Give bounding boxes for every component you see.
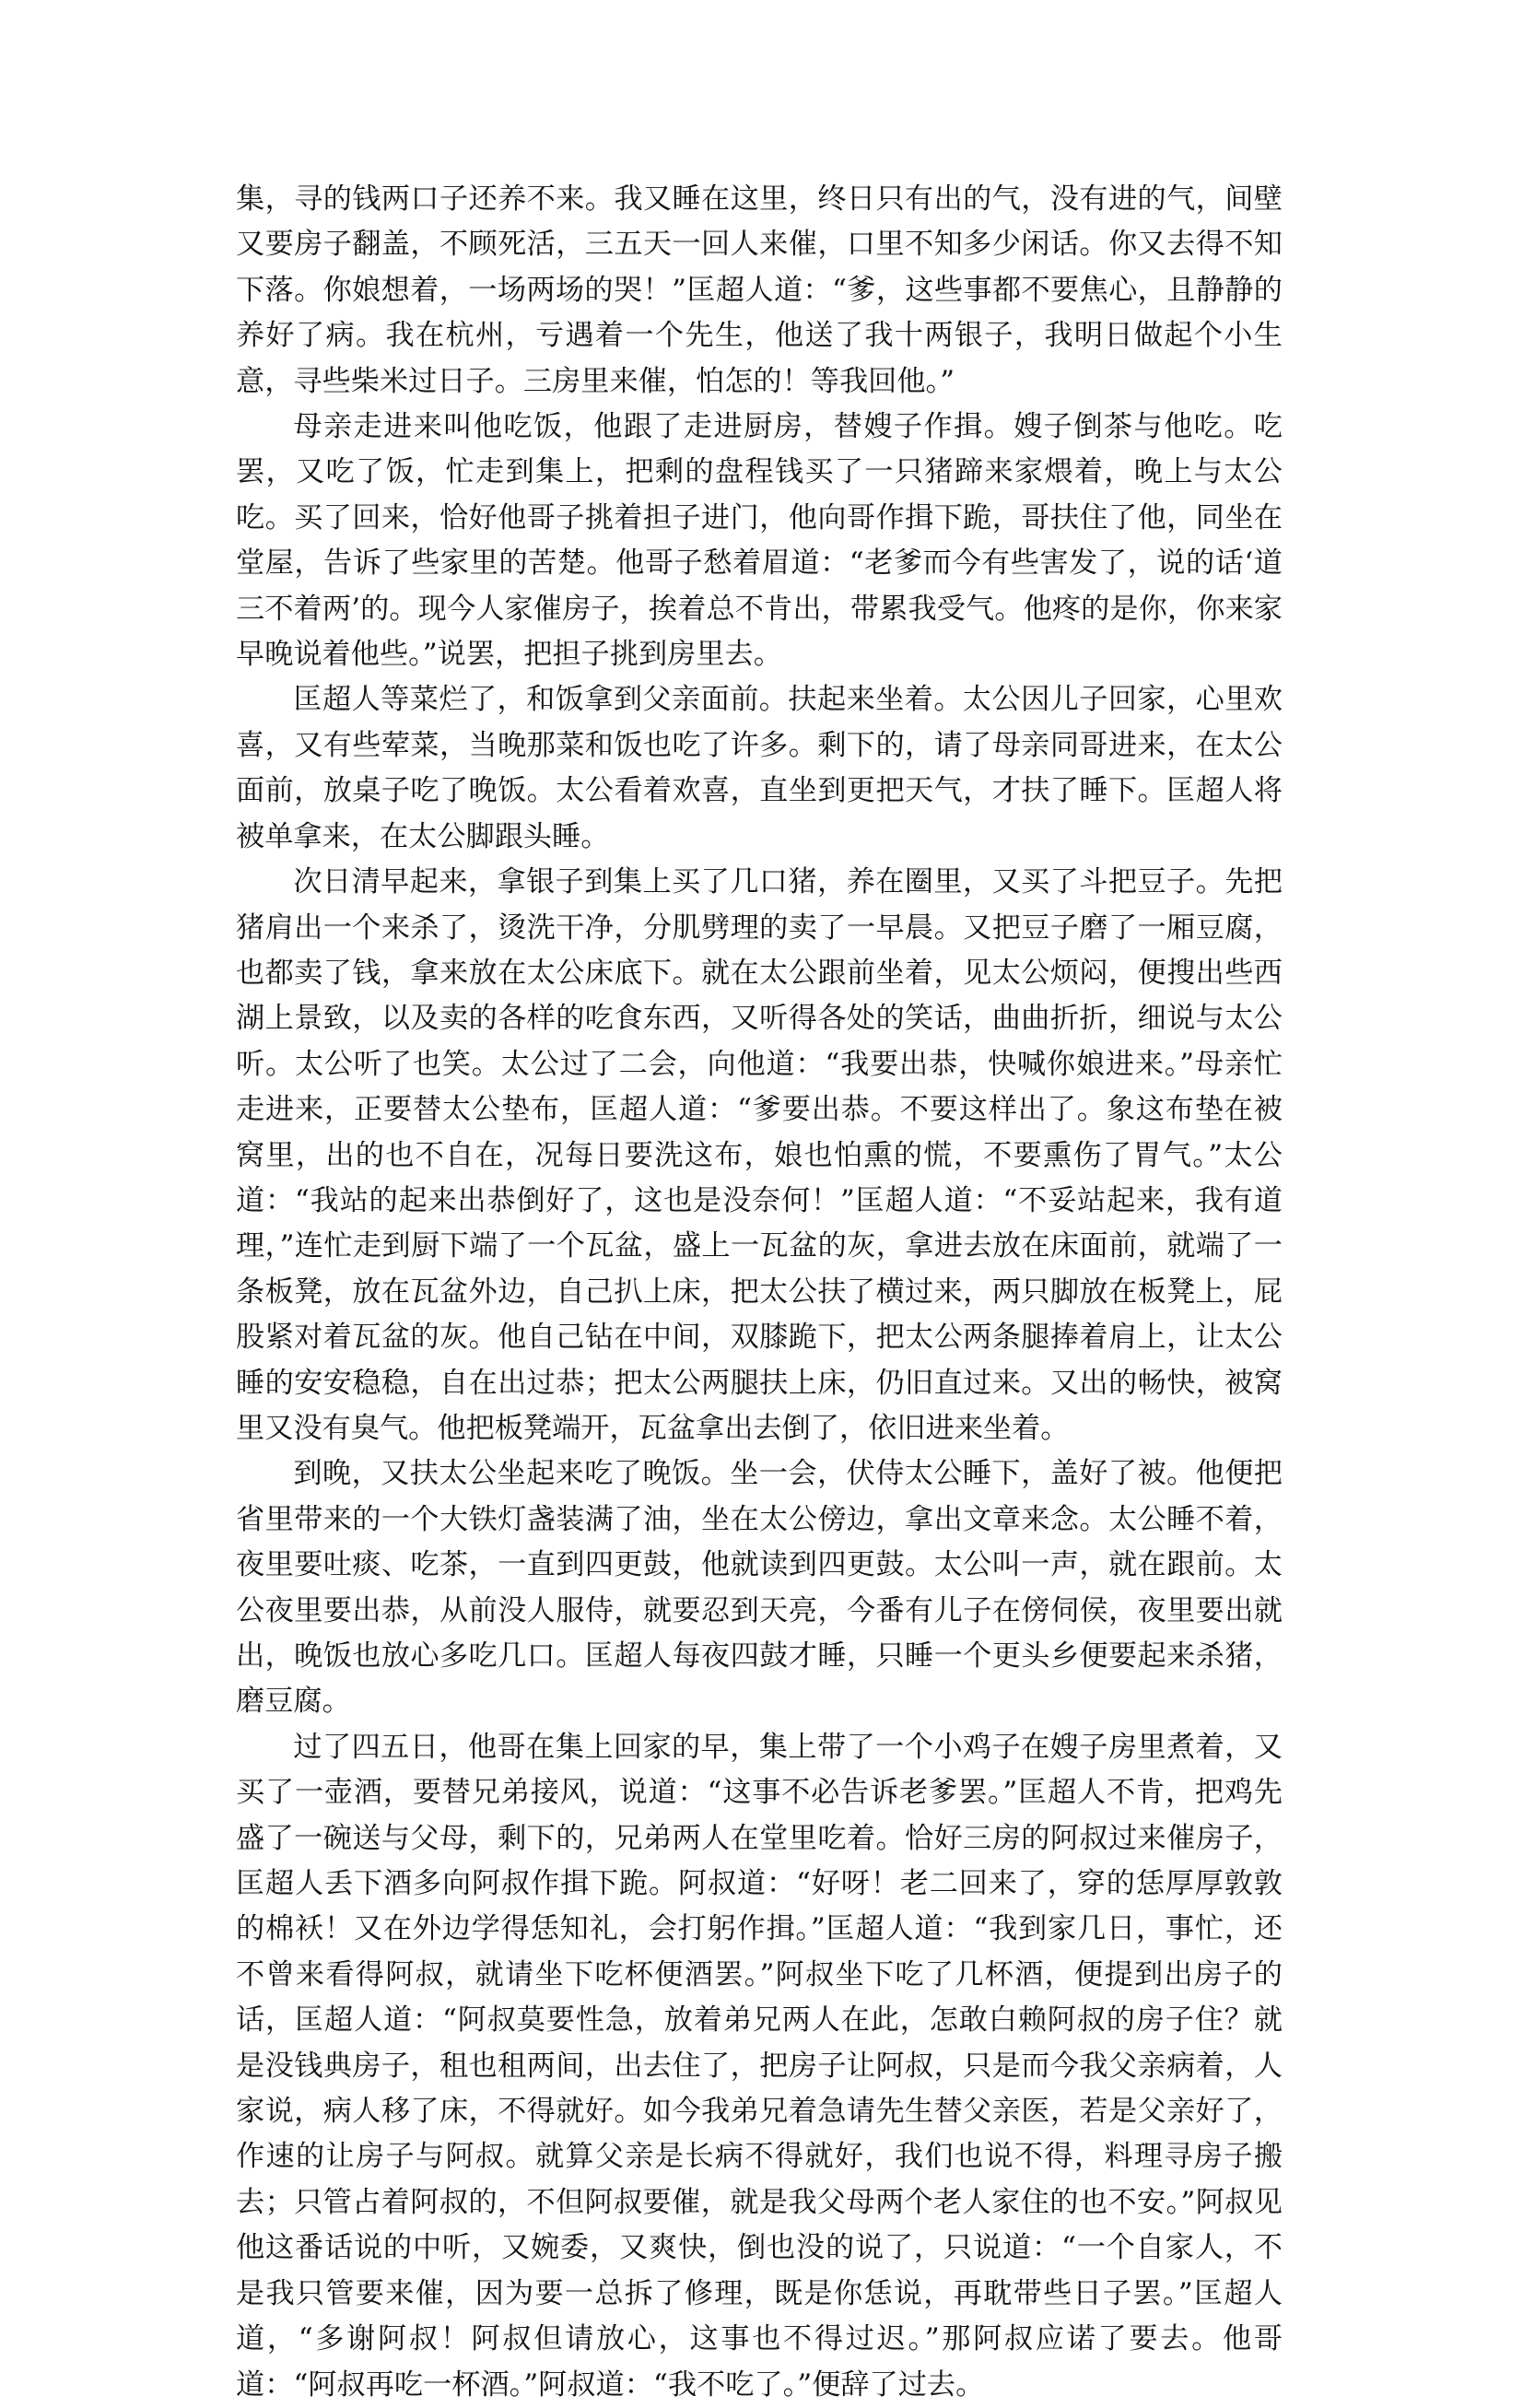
paragraph: 次日清早起来，拿银子到集上买了几口猪，养在圈里，又买了斗把豆子。先把猪肩出一个来杀了，烫洗干净，分肌劈理的卖了一早晨。又把豆子磨了一厢豆腐，也都卖了钱，拿来放在太公床底下。就在太公跟前坐着，见太公烦闷，便搜出些西湖上景致，以及卖的各样的吃食东西，又听得各处的笑话，曲曲折折，细说与太公听。太公听了也笑。太公过了二会，向他道：“我要出恭，快喊你娘进来。”母亲忙走进来，正要替太公垫布，匡超人道：“爹要出恭。不要这样出了。象这布垫在被窝里，出的也不自在，况每日要洗这布，娘也怕熏的慌，不要熏伤了胃气。”太公道：“我站的起来出恭倒好了，这也是没奈何！”匡超人道：“不妥站起来，我有道理，”连忙走到厨下端了一个瓦盆，盛上一瓦盆的灰，拿进去放在床面前，就端了一条板凳，放在瓦盆外边，自己扒上床，把太公扶了横过来，两只脚放在板凳上，屁股紧对着瓦盆的灰。他自己钻在中间，双膝跪下，把太公两条腿捧着肩上，让太公睡的安安稳稳，自在出过恭；把太公两腿扶上床，仍旧直过来。又出的畅快，被窝里又没有臭气。他把板凳端开，瓦盆拿出去倒了，依旧进来坐着。 [236, 865, 1283, 1445]
paragraph: 过了四五日，他哥在集上回家的早，集上带了一个小鸡子在嫂子房里煮着，又买了一壶酒，要替兄弟接风，说道：“这事不必告诉老爹罢。”匡超人不肯，把鸡先盛了一碗送与父母，剩下的，兄弟两人在堂里吃着。恰好三房的阿叔过来催房子，匡超人丢下酒多向阿叔作揖下跪。阿叔道：“好呀！老二回来了，穿的恁厚厚敦敦的棉袄！又在外边学得恁知礼，会打躬作揖。”匡超人道：“我到家几日，事忙，还不曾来看得阿叔，就请坐下吃杯便酒罢。”阿叔坐下吃了几杯酒，便提到出房子的话，匡超人道：“阿叔莫要性急，放着弟兄两人在此，怎敢白赖阿叔的房子住？就是没钱典房子，租也租两间，出去住了，把房子让阿叔，只是而今我父亲病着，人家说，病人移了床，不得就好。如今我弟兄着急请先生替父亲医，若是父亲好了，作速的让房子与阿叔。就算父亲是长病不得就好，我们也说不得，料理寻房子搬去；只管占着阿叔的，不但阿叔要催，就是我父母两个老人家住的也不安。”阿叔见他这番话说的中听，又婉委，又爽快，倒也没的说了，只说道：“一个自家人，不是我只管要来催，因为要一总拆了修理，既是你恁说，再耽带些日子罢。”匡超人道，“多谢阿叔！阿叔但请放心，这事也不得过迟。”那阿叔应诺了要去。他哥道：“阿叔再吃一杯酒。”阿叔道：“我不吃了。”便辞了过去。 [236, 1730, 1283, 2402]
paragraph: 到晚，又扶太公坐起来吃了晚饭。坐一会，伏侍太公睡下，盖好了被。他便把省里带来的一个大铁灯盏装满了油，坐在太公傍边，拿出文章来念。太公睡不着，夜里要吐痰、吃茶，一直到四更鼓，他就读到四更鼓。太公叫一声，就在跟前。太公夜里要出恭，从前没人服侍，就要忍到天亮，今番有儿子在傍伺侯，夜里要出就出，晚饭也放心多吃几口。匡超人每夜四鼓才睡，只睡一个更头乡便要起来杀猪，磨豆腐。 [236, 1457, 1283, 1719]
paragraph: 匡超人等菜烂了，和饭拿到父亲面前。扶起来坐着。太公因儿子回家，心里欢喜，又有些荤菜，当晚那菜和饭也吃了许多。剩下的，请了母亲同哥进来，在太公面前，放桌子吃了晚饭。太公看着欢喜，直坐到更把天气，才扶了睡下。匡超人将被单拿来，在太公脚跟头睡。 [236, 683, 1283, 853]
paragraph-continuation: 集，寻的钱两口子还养不来。我又睡在这里，终日只有出的气，没有进的气，间壁又要房子翻盖，不顾死活，三五天一回人来催，口里不知多少闲话。你又去得不知下落。你娘想着，一场两场的哭！”匡超人道：“爹，这些事都不要焦心，且静静的养好了病。我在杭州，亏遇着一个先生，他送了我十两银子，我明日做起个小生意，寻些柴米过日子。三房里来催，怕怎的！等我回他。” [236, 182, 1283, 398]
paragraph: 母亲走进来叫他吃饭，他跟了走进厨房，替嫂子作揖。嫂子倒茶与他吃。吃罢，又吃了饭，忙走到集上，把剩的盘程钱买了一只猪蹄来家煨着，晚上与太公吃。买了回来，恰好他哥子挑着担子进门，他向哥作揖下跪，哥扶住了他，同坐在堂屋，告诉了些家里的苦楚。他哥子愁着眉道：“老爹而今有些害发了，说的话‘道三不着两’的。现今人家催房子，挨着总不肯出，带累我受气。他疼的是你，你来家早晚说着他些。”说罢，把担子挑到房里去。 [236, 410, 1283, 672]
text-body [236, 177, 1283, 2408]
